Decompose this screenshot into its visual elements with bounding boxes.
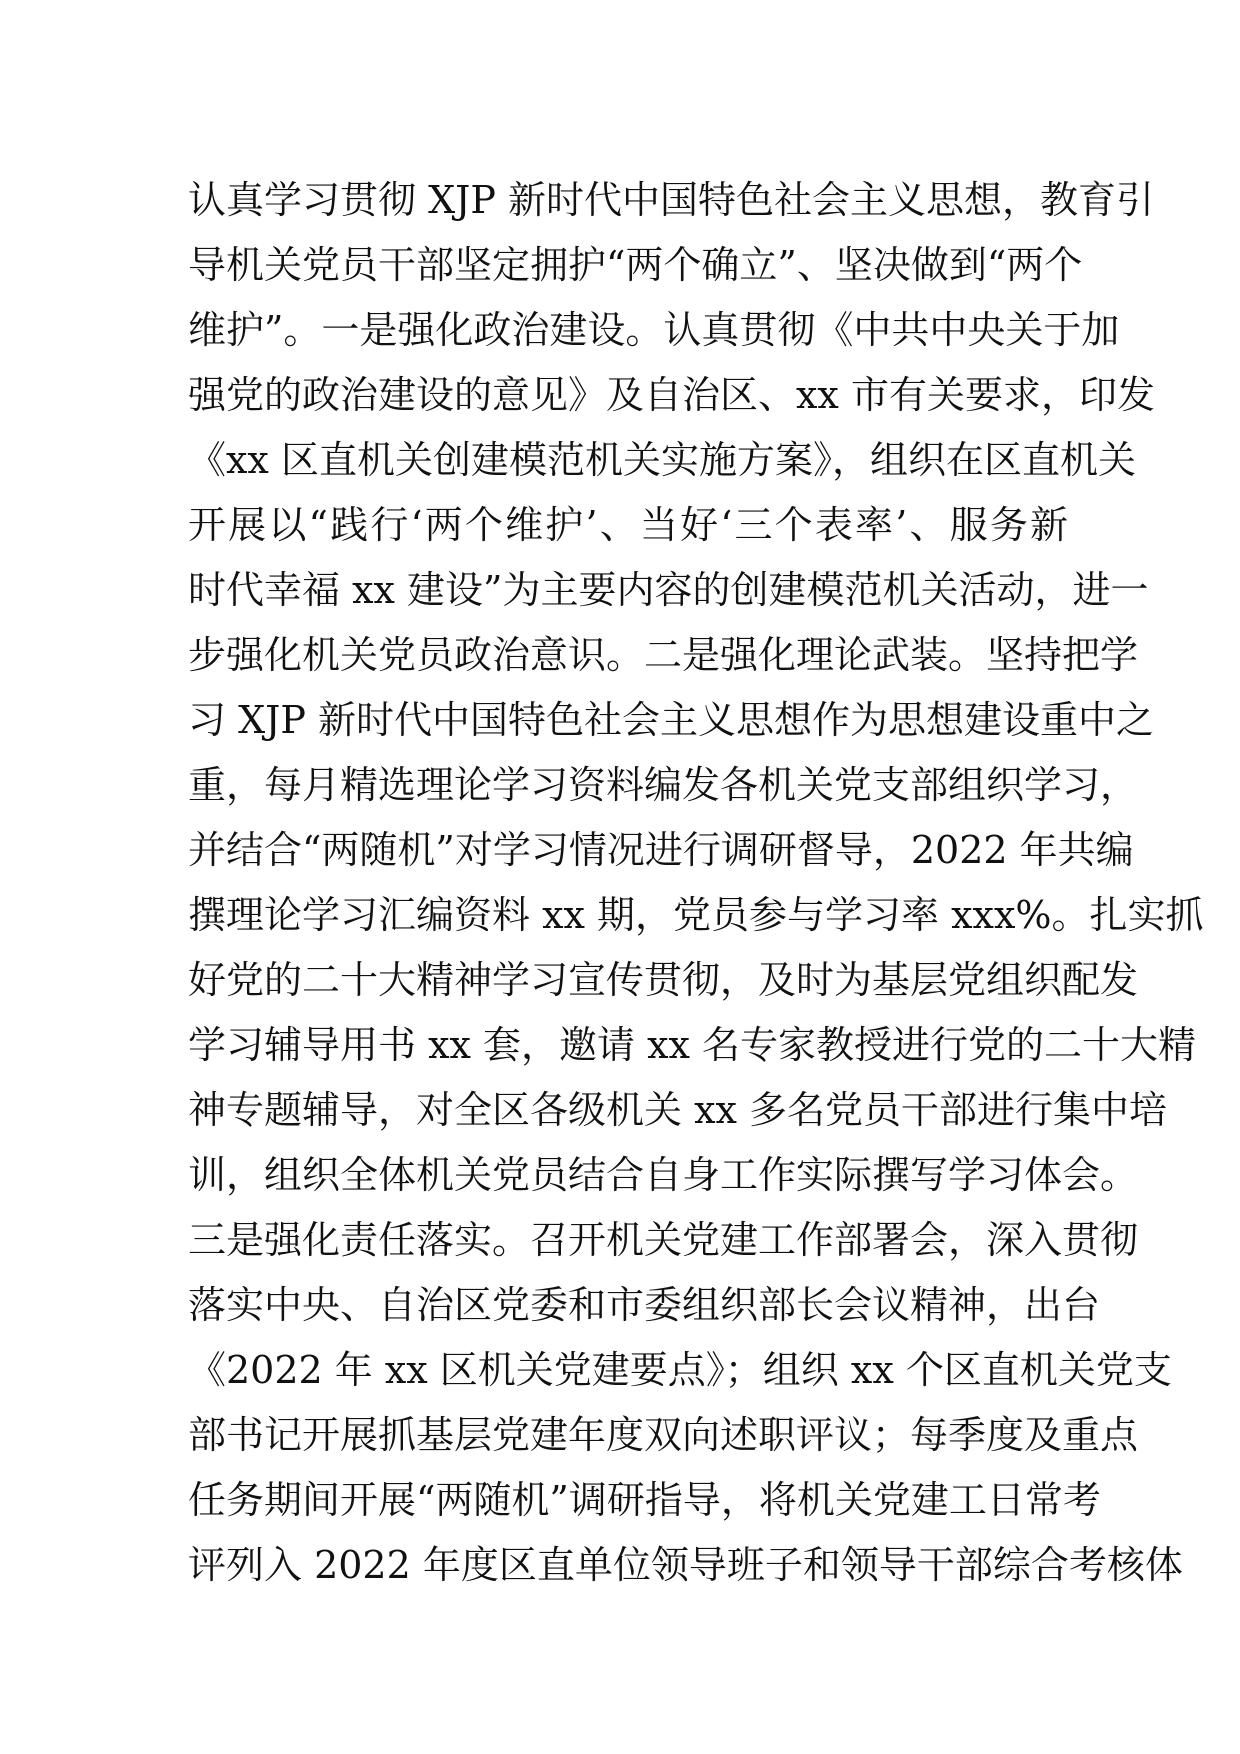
text-line-20: 部书记开展抓基层党建年度双向述职评议；每季度及重点 — [188, 1413, 1139, 1457]
text-line-1: 认真学习贯彻 XJP 新时代中国特色社会主义思想，教育引 — [188, 178, 1155, 222]
text-line-12: 撰理论学习汇编资料 xx 期，党员参与学习率 xxx%。扎实抓 — [188, 893, 1204, 937]
text-line-6: 开展以“践行‘两个维护’、当好‘三个表率’、服务新 — [188, 503, 1068, 547]
text-line-10: 重，每月精选理论学习资料编发各机关党支部组织学习， — [188, 763, 1139, 807]
text-line-7: 时代幸福 xx 建设”为主要内容的创建模范机关活动，进一 — [188, 568, 1149, 612]
text-line-22: 评列入 2022 年度区直单位领导班子和领导干部综合考核体 — [188, 1543, 1183, 1587]
body-paragraph — [188, 168, 1204, 1598]
text-line-9: 习 XJP 新时代中国特色社会主义思想作为思想建设重中之 — [188, 698, 1155, 742]
text-line-2: 导机关党员干部坚定拥护“两个确立”、坚决做到“两个 — [188, 243, 1083, 287]
text-line-18: 落实中央、自治区党委和市委组织部长会议精神，出台 — [188, 1283, 1101, 1327]
text-line-16: 训，组织全体机关党员结合自身工作实际撰写学习体会。 — [188, 1153, 1139, 1197]
text-line-19: 《2022 年 xx 区机关党建要点》；组织 xx 个区直机关党支 — [188, 1348, 1172, 1392]
text-line-17: 三是强化责任落实。召开机关党建工作部署会，深入贯彻 — [188, 1218, 1139, 1262]
text-line-15: 神专题辅导，对全区各级机关 xx 多名党员干部进行集中培 — [188, 1088, 1168, 1132]
text-line-8: 步强化机关党员政治意识。二是强化理论武装。坚持把学 — [188, 633, 1139, 677]
text-line-3: 维护”。一是强化政治建设。认真贯彻《中共中央关于加 — [188, 308, 1120, 352]
text-line-14: 学习辅导用书 xx 套，邀请 xx 名专家教授进行党的二十大精 — [188, 1023, 1197, 1067]
text-line-11: 并结合“两随机”对学习情况进行调研督导，2022 年共编 — [188, 828, 1134, 872]
text-line-13: 好党的二十大精神学习宣传贯彻，及时为基层党组织配发 — [188, 958, 1139, 1002]
text-line-5: 《xx 区直机关创建模范机关实施方案》，组织在区直机关 — [188, 438, 1136, 482]
text-line-4: 强党的政治建设的意见》及自治区、xx 市有关要求，印发 — [188, 373, 1155, 417]
text-line-21: 任务期间开展“两随机”调研指导，将机关党建工日常考 — [188, 1478, 1101, 1522]
